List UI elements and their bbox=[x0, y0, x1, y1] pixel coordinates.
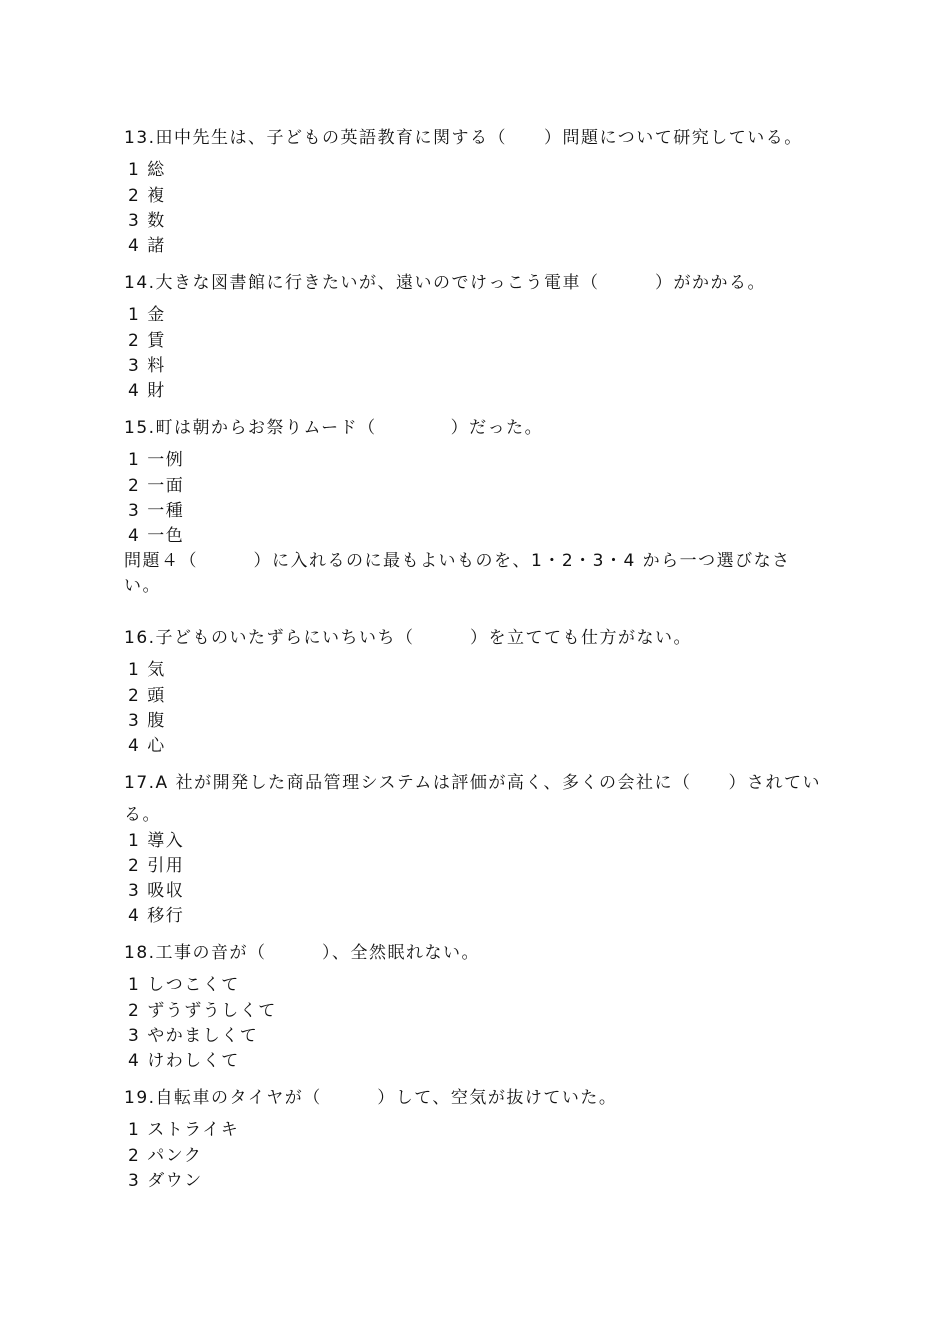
question-15-option-4: 4 一色 bbox=[128, 526, 185, 546]
question-18-option-1: 1 しつこくて bbox=[128, 975, 240, 995]
question-13-stem: 13.田中先生は、子どもの英語教育に関する（ ）問題について研究している。 bbox=[124, 128, 803, 148]
question-17-option-1: 1 導入 bbox=[128, 831, 185, 851]
question-17-option-2: 2 引用 bbox=[128, 856, 185, 876]
question-17-stem-line1: 17.A 社が開発した商品管理システムは評価が高く、多くの会社に（ ）されてい bbox=[124, 773, 822, 793]
question-18-option-2: 2 ずうずうしくて bbox=[128, 1001, 277, 1021]
question-13-option-1: 1 総 bbox=[128, 160, 166, 180]
question-14-option-2: 2 賃 bbox=[128, 331, 166, 351]
question-16-option-3: 3 腹 bbox=[128, 711, 166, 731]
section-header-line2: い。 bbox=[124, 576, 161, 596]
question-17-option-3: 3 吸収 bbox=[128, 881, 185, 901]
question-18-option-3: 3 やかましくて bbox=[128, 1026, 259, 1046]
question-16-option-2: 2 頭 bbox=[128, 686, 166, 706]
question-16-option-1: 1 気 bbox=[128, 660, 166, 680]
question-18-option-4: 4 けわしくて bbox=[128, 1051, 240, 1071]
question-15-option-1: 1 一例 bbox=[128, 450, 185, 470]
question-19-option-1: 1 ストライキ bbox=[128, 1120, 240, 1140]
question-17-stem-line2: る。 bbox=[124, 805, 161, 825]
question-18-stem: 18.工事の音が（ ）、全然眠れない。 bbox=[124, 943, 481, 963]
question-16-option-4: 4 心 bbox=[128, 736, 166, 756]
section-header-line1: 問題４（ ）に入れるのに最もよいものを、1・2・3・4 から一つ選びなさ bbox=[124, 551, 791, 571]
question-14-option-1: 1 金 bbox=[128, 305, 166, 325]
question-14-option-4: 4 財 bbox=[128, 381, 166, 401]
question-14-option-3: 3 料 bbox=[128, 356, 166, 376]
question-13-option-3: 3 数 bbox=[128, 211, 166, 231]
question-16-stem: 16.子どものいたずらにいちいち（ ）を立てても仕方がない。 bbox=[124, 628, 693, 648]
question-19-option-2: 2 パンク bbox=[128, 1146, 203, 1166]
question-15-option-3: 3 一種 bbox=[128, 501, 185, 521]
question-13-option-4: 4 諸 bbox=[128, 236, 166, 256]
question-15-stem: 15.町は朝からお祭りムード（ ）だった。 bbox=[124, 418, 544, 438]
question-19-stem: 19.自転車のタイヤが（ ）して、空気が抜けていた。 bbox=[124, 1088, 618, 1108]
question-15-option-2: 2 一面 bbox=[128, 476, 185, 496]
question-13-option-2: 2 複 bbox=[128, 186, 166, 206]
question-17-option-4: 4 移行 bbox=[128, 906, 185, 926]
question-19-option-3: 3 ダウン bbox=[128, 1171, 203, 1191]
question-14-stem: 14.大きな図書館に行きたいが、遠いのでけっこう電車（ ）がかかる。 bbox=[124, 273, 767, 293]
